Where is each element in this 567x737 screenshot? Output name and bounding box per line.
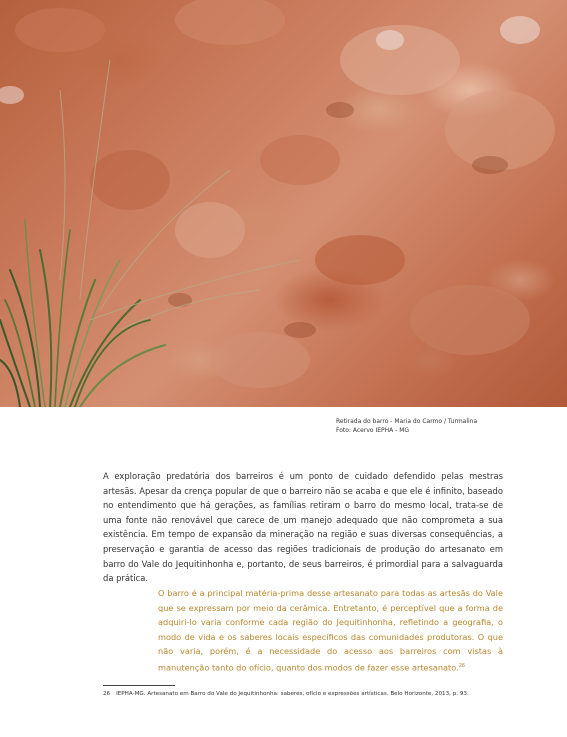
quote-text: O barro é a principal matéria-prima desse artesanato para todas as artesãs do Vale que se expressam por meio da cerâmica. Entretanto, é perceptível que a forma de adquiri-lo varia conforme cada região do Jequitinhonha, refletindo a geografia, o modo de vida e os saberes locais específicos das comunidades produtoras. O que não varia, porém, é a necessidade do acesso aos barreiros com vistas à manutenção tanto do ofício, quanto dos modos de fazer esse artesanato. (158, 588, 503, 673)
footnote-divider (103, 685, 175, 686)
footnote-reference[interactable]: 26 (458, 662, 466, 669)
footnote (103, 690, 469, 698)
caption-credit: Foto: Acervo IEPHA - MG (336, 426, 410, 434)
photo-caption (336, 418, 477, 435)
footnote-text: IEPHA-MG. Artesanato em Barro do Vale do Jequitinhonha: saberes, ofício e expressões artísticas. Belo Horizonte, 2013, p. 93. (116, 691, 469, 697)
footnote-number: 26 (103, 691, 111, 697)
body-paragraph: A exploração predatória dos barreiros é um ponto de cuidado defendido pelas mestras artesãs. Apesar da crença popular de que o barreiro não se acaba e que ele é infinito, baseado no entendimento que há gerações, as famílias retiram o barro do mesmo local, trata-se de uma fonte não renovável que carece de um manejo adequado que não comprometa a sua existência. Em tempo de expansão da mineração na região e suas diversas consequências, a preservação e garantia de acesso das regiões tradicionais de produção do artesanato em barro do Vale do Jequitinhonha e, portanto, de seus barreiros, é primordial para a salvaguarda da prática. (103, 471, 503, 584)
caption-title: Retirada do barro - Maria do Carmo / Turmalina (336, 418, 478, 425)
block-quote (158, 586, 503, 675)
